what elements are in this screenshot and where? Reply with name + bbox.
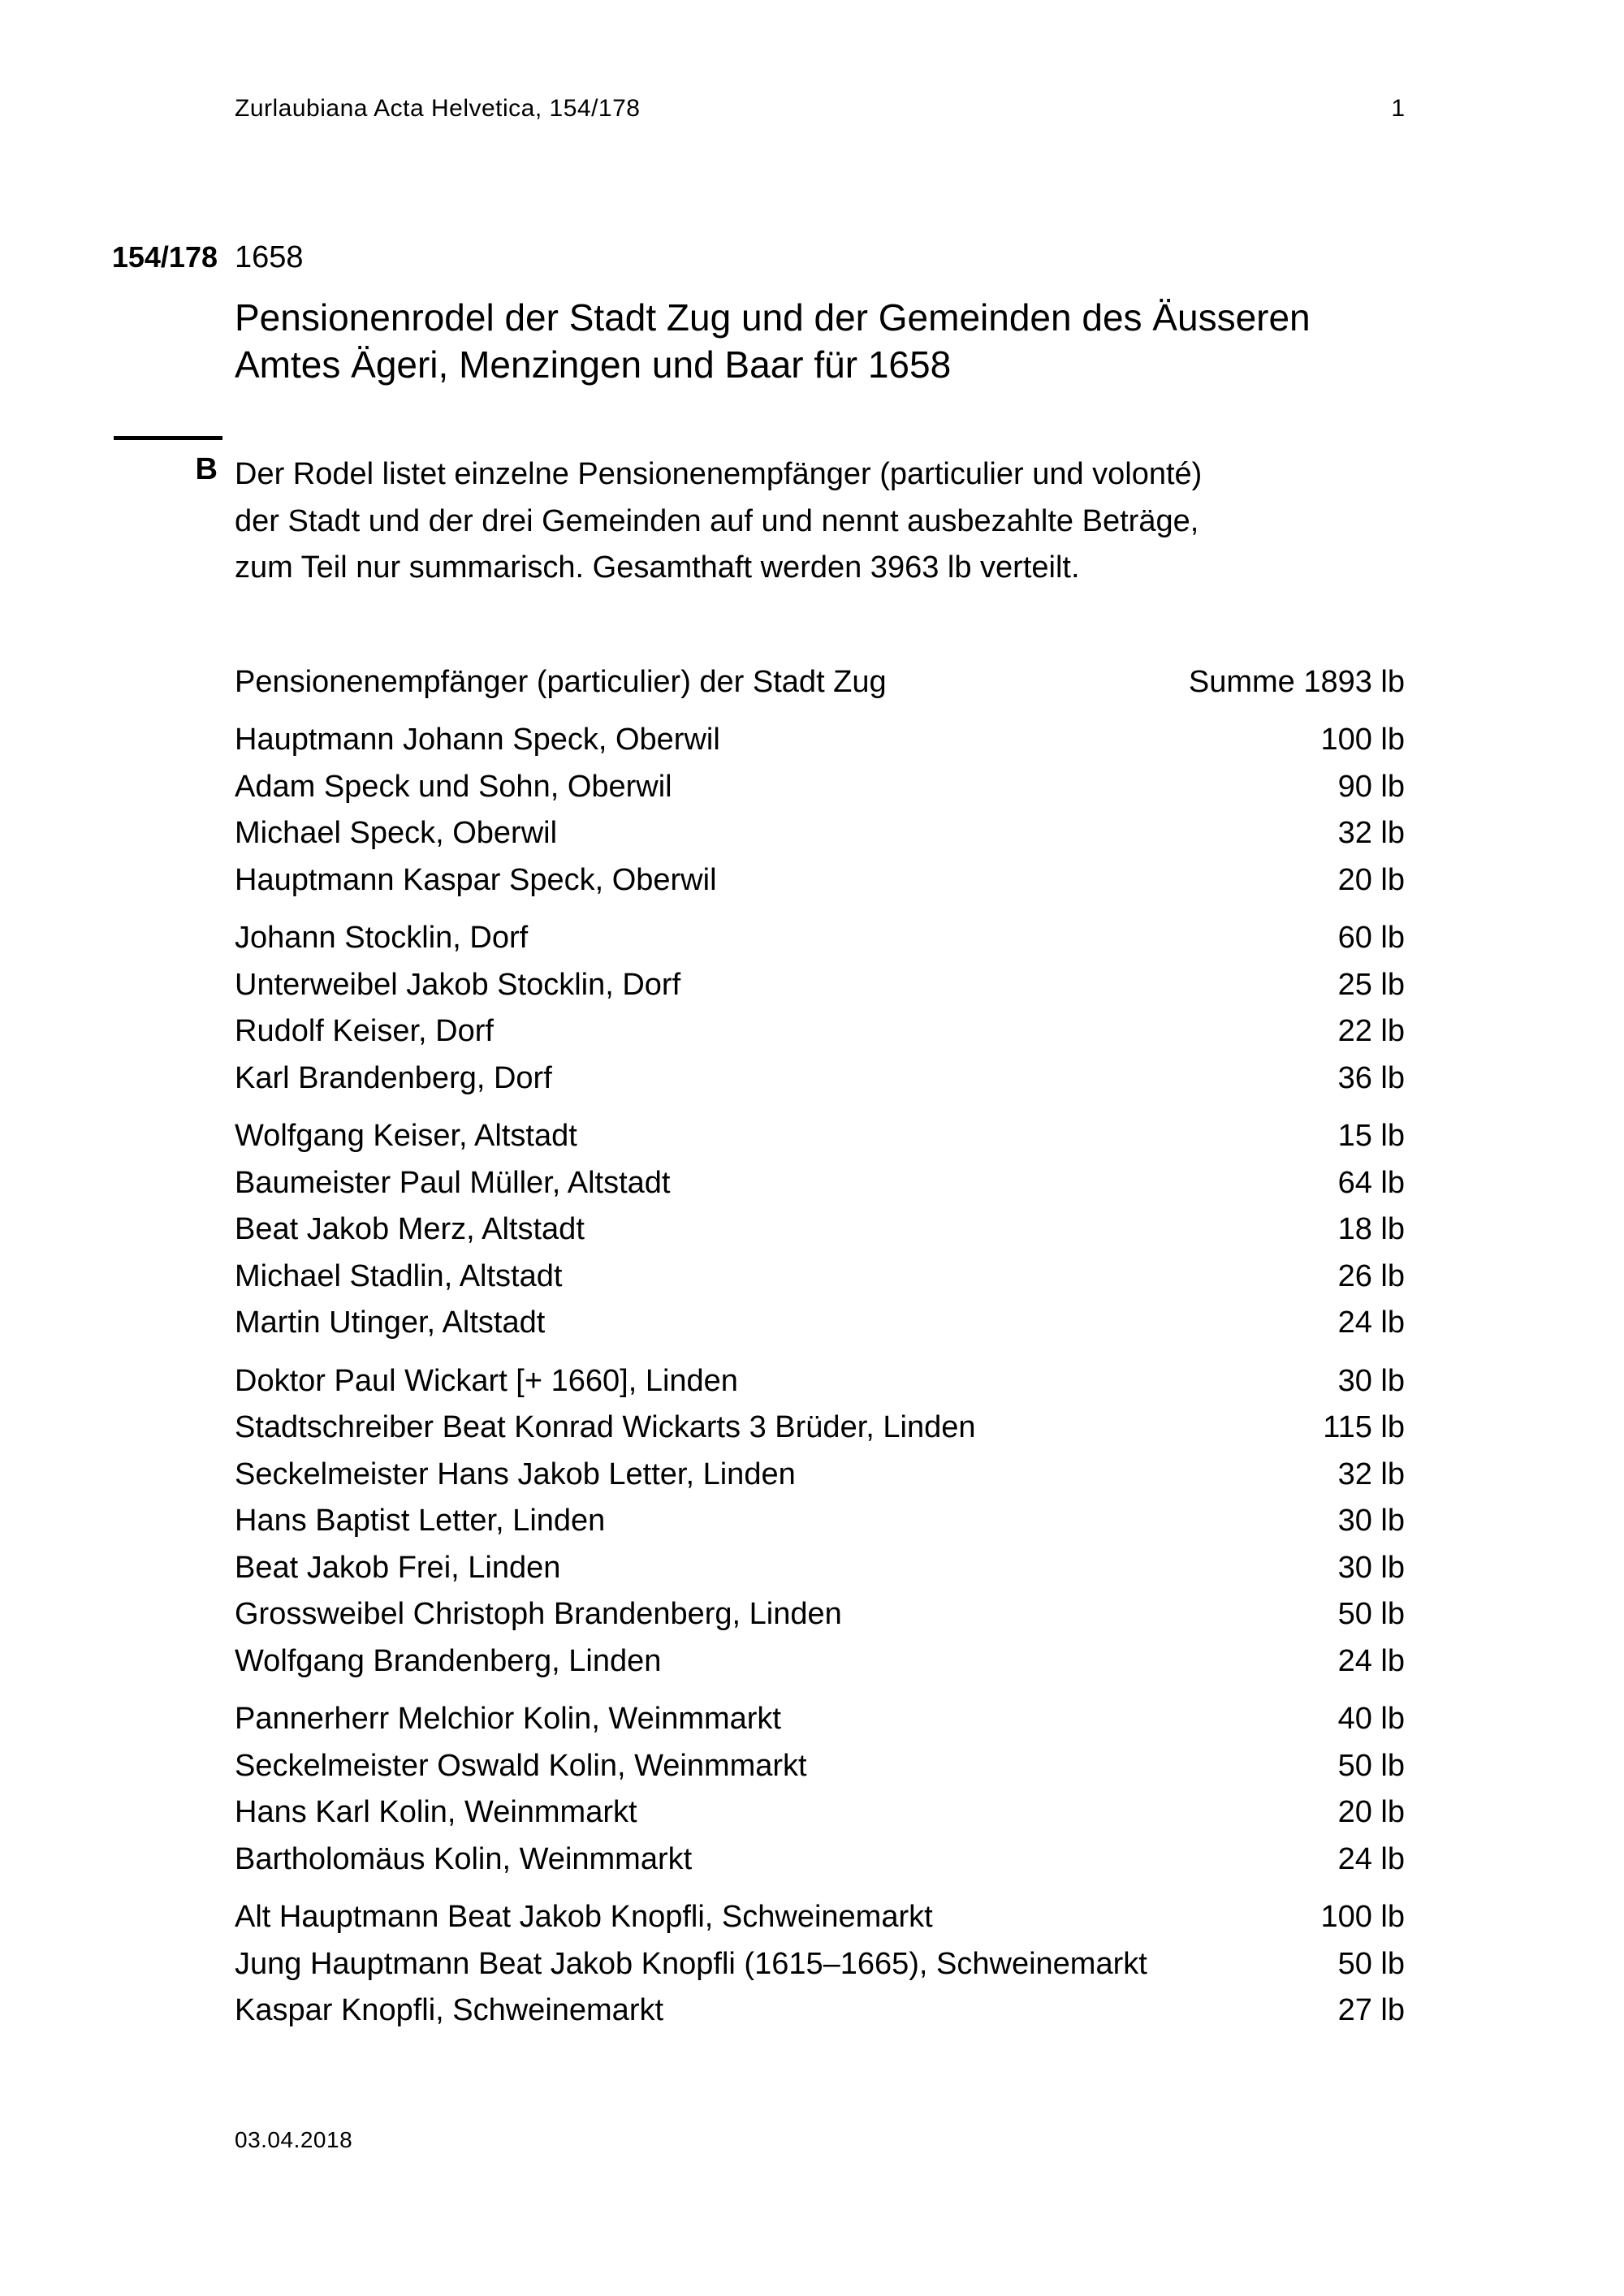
table-row <box>235 1113 1405 1160</box>
table-heading-sum: Summe 1893 lb <box>1188 665 1405 699</box>
page-number: 1 <box>1391 95 1405 122</box>
pension-amount: 15 lb <box>1337 1119 1405 1153</box>
table-header <box>235 658 1405 706</box>
table-group <box>235 915 1405 1102</box>
pension-amount: 24 lb <box>1337 1306 1405 1340</box>
recipient-name: Hauptmann Kaspar Speck, Oberwil <box>235 862 717 897</box>
pension-amount: 64 lb <box>1337 1165 1405 1200</box>
table-row <box>235 764 1405 811</box>
recipient-name: Baumeister Paul Müller, Altstadt <box>235 1165 671 1200</box>
pension-amount: 25 lb <box>1337 967 1405 1002</box>
document-title-line: Pensionenrodel der Stadt Zug und der Gemeinden des Äusseren <box>235 296 1311 339</box>
recipient-name: Stadtschreiber Beat Konrad Wickarts 3 Brüder, Linden <box>235 1410 976 1444</box>
document-id: 154/178 <box>111 240 218 274</box>
recipient-name: Kaspar Knopfli, Schweinemarkt <box>235 1993 664 2027</box>
pension-amount: 40 lb <box>1337 1702 1405 1736</box>
table-row <box>235 810 1405 857</box>
recipient-name: Grossweibel Christoph Brandenberg, Linden <box>235 1597 842 1631</box>
pension-amount: 20 lb <box>1337 1795 1405 1829</box>
pension-table <box>235 658 1405 2035</box>
pension-amount: 100 lb <box>1320 723 1405 757</box>
pension-amount: 26 lb <box>1337 1258 1405 1293</box>
pension-amount: 50 lb <box>1337 1597 1405 1631</box>
recipient-name: Johann Stocklin, Dorf <box>235 921 529 955</box>
document-summary <box>235 451 1453 592</box>
table-group <box>235 1358 1405 1685</box>
table-row <box>235 1789 1405 1836</box>
table-row <box>235 1206 1405 1254</box>
table-row <box>235 1696 1405 1743</box>
table-row <box>235 1498 1405 1545</box>
table-heading: Pensionenempfänger (particulier) der Stadt Zug <box>235 665 887 699</box>
pension-amount: 20 lb <box>1337 862 1405 897</box>
table-group <box>235 717 1405 904</box>
pension-amount: 18 lb <box>1337 1212 1405 1246</box>
document-title-line: Amtes Ägeri, Menzingen und Baar für 1658 <box>235 343 952 386</box>
recipient-name: Adam Speck und Sohn, Oberwil <box>235 769 672 804</box>
pension-amount: 115 lb <box>1323 1410 1405 1444</box>
pension-amount: 36 lb <box>1337 1060 1405 1095</box>
table-row <box>235 1545 1405 1592</box>
table-group <box>235 1696 1405 1883</box>
section-divider <box>114 436 222 440</box>
table-row <box>235 1836 1405 1884</box>
footer-date: 03.04.2018 <box>235 2127 353 2152</box>
recipient-name: Hauptmann Johann Speck, Oberwil <box>235 723 720 757</box>
table-row <box>235 1591 1405 1638</box>
recipient-name: Unterweibel Jakob Stocklin, Dorf <box>235 967 681 1002</box>
table-row <box>235 857 1405 904</box>
recipient-name: Wolfgang Brandenberg, Linden <box>235 1643 662 1678</box>
table-row <box>235 1358 1405 1405</box>
recipient-name: Hans Karl Kolin, Weinmmarkt <box>235 1795 637 1829</box>
table-row <box>235 962 1405 1009</box>
table-row <box>235 1452 1405 1499</box>
table-group <box>235 1894 1405 2035</box>
pension-amount: 60 lb <box>1337 921 1405 955</box>
table-row <box>235 717 1405 764</box>
summary-line: Der Rodel listet einzelne Pensionenempfänger (particulier und volonté) <box>235 457 1203 491</box>
recipient-name: Martin Utinger, Altstadt <box>235 1306 546 1340</box>
table-row <box>235 1055 1405 1103</box>
pension-amount: 22 lb <box>1337 1014 1405 1048</box>
table-row <box>235 1638 1405 1685</box>
table-row <box>235 1987 1405 2035</box>
pension-amount: 30 lb <box>1337 1550 1405 1585</box>
table-row <box>235 1008 1405 1055</box>
pension-amount: 100 lb <box>1320 1900 1405 1934</box>
recipient-name: Beat Jakob Merz, Altstadt <box>235 1212 585 1246</box>
recipient-name: Rudolf Keiser, Dorf <box>235 1014 494 1048</box>
pension-amount: 32 lb <box>1337 1457 1405 1491</box>
table-row <box>235 1254 1405 1301</box>
table-row <box>235 1941 1405 1988</box>
recipient-name: Jung Hauptmann Beat Jakob Knopfli (1615–1665), Schweinemarkt <box>235 1946 1147 1981</box>
recipient-name: Bartholomäus Kolin, Weinmmarkt <box>235 1841 693 1876</box>
document-year: 1658 <box>235 240 304 274</box>
recipient-name: Beat Jakob Frei, Linden <box>235 1550 561 1585</box>
table-row <box>235 1300 1405 1347</box>
recipient-name: Wolfgang Keiser, Altstadt <box>235 1119 577 1153</box>
table-groups <box>235 717 1405 2035</box>
section-marker: B <box>195 452 218 486</box>
document-title <box>235 294 1453 388</box>
table-row <box>235 1894 1405 1941</box>
recipient-name: Hans Baptist Letter, Linden <box>235 1504 606 1538</box>
table-row <box>235 915 1405 962</box>
pension-amount: 50 lb <box>1337 1946 1405 1981</box>
pension-amount: 32 lb <box>1337 816 1405 850</box>
pension-amount: 50 lb <box>1337 1748 1405 1783</box>
pension-amount: 24 lb <box>1337 1643 1405 1678</box>
table-row <box>235 1743 1405 1790</box>
table-row <box>235 1160 1405 1207</box>
pension-amount: 30 lb <box>1337 1504 1405 1538</box>
pension-amount: 30 lb <box>1337 1363 1405 1398</box>
pension-amount: 27 lb <box>1337 1993 1405 2027</box>
running-header-title: Zurlaubiana Acta Helvetica, 154/178 <box>235 95 641 122</box>
recipient-name: Doktor Paul Wickart [+ 1660], Linden <box>235 1363 738 1398</box>
table-group <box>235 1113 1405 1347</box>
table-row <box>235 1405 1405 1452</box>
recipient-name: Seckelmeister Hans Jakob Letter, Linden <box>235 1457 796 1491</box>
recipient-name: Michael Stadlin, Altstadt <box>235 1258 563 1293</box>
summary-line: zum Teil nur summarisch. Gesamthaft werden 3963 lb verteilt. <box>235 550 1080 585</box>
pension-amount: 90 lb <box>1337 769 1405 804</box>
recipient-name: Michael Speck, Oberwil <box>235 816 558 850</box>
recipient-name: Karl Brandenberg, Dorf <box>235 1060 552 1095</box>
recipient-name: Pannerherr Melchior Kolin, Weinmmarkt <box>235 1702 781 1736</box>
summary-line: der Stadt und der drei Gemeinden auf und nennt ausbezahlte Beträge, <box>235 503 1199 538</box>
recipient-name: Seckelmeister Oswald Kolin, Weinmmarkt <box>235 1748 807 1783</box>
pension-amount: 24 lb <box>1337 1841 1405 1876</box>
recipient-name: Alt Hauptmann Beat Jakob Knopfli, Schweinemarkt <box>235 1900 933 1934</box>
